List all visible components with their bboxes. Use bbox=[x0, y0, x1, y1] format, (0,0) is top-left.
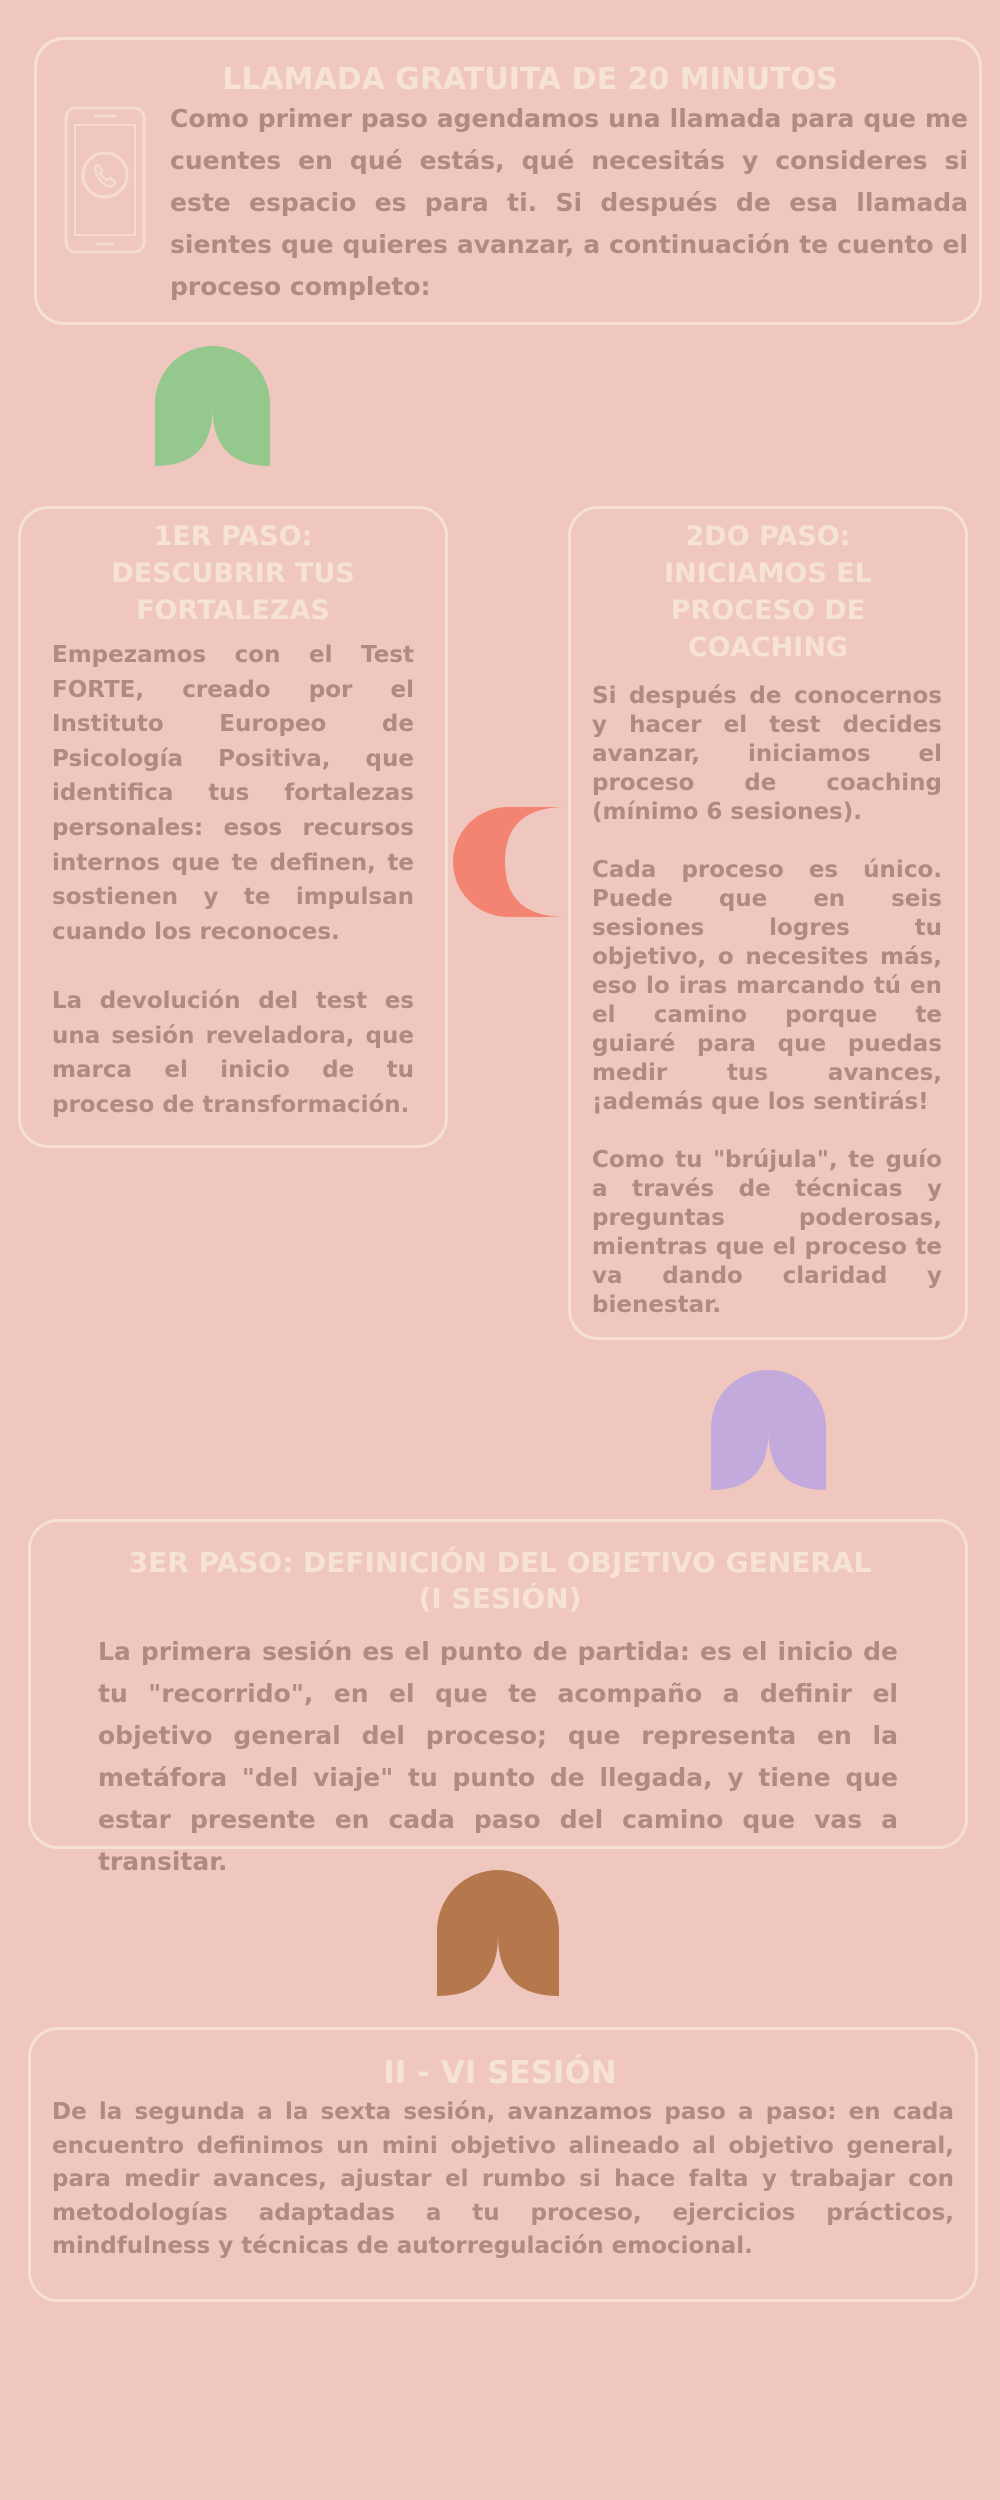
step2-text: Si después de conocernos y hacer el test decides avanzar, iniciamos el proceso de coaching (mínimo 6 sesiones). Cada proceso es único. Puede que en seis sesiones logres tu objetivo, o necesites más, eso lo iras marcando tú en el camino porque te guiaré para que puedas medir tus avances, ¡además que los sentirás! Como tu "brújula", te guío a través de técnicas y preguntas poderosas, mientras que el proceso te va dando claridad y bienestar. bbox=[592, 683, 942, 1318]
sessions-text: De la segunda a la sexta sesión, avanzamos paso a paso: en cada encuentro definimos un mini objetivo alineado al objetivo general, para medir avances, ajustar el rumbo si hace falta y trabajar con metodologías adaptadas a tu proceso, ejercicios prácticos, mindfulness y técnicas de autorregulación emocional. bbox=[52, 2099, 954, 2260]
phone-icon bbox=[63, 105, 147, 255]
step3-title: 3ER PASO: DEFINICIÓN DEL OBJETIVO GENERAL (I SESIÓN) bbox=[128, 1546, 872, 1615]
coral-shape bbox=[453, 807, 566, 917]
brown-arch-shape bbox=[437, 1870, 559, 1996]
call-text: Como primer paso agendamos una llamada para que me cuentes en qué estás, qué necesitás y consideres si este espacio es para ti. Si después de esa llamada sientes que quieres avanzar, a continuación te cuento el proceso completo: bbox=[170, 104, 968, 301]
sessions-title: II - VI SESIÓN bbox=[383, 2055, 617, 2091]
step1-text: Empezamos con el Test FORTE, creado por el Instituto Europeo de Psicología Positiva, que identifica tus fortalezas personales: esos recursos internos que te definen, te sostienen y te impulsan cuando los reconoces. La devolución del test es una sesión reveladora, que marca el inicio de tu proceso de transformación. bbox=[52, 642, 414, 1118]
green-arch-shape bbox=[155, 346, 270, 466]
lavender-arch-shape bbox=[711, 1370, 826, 1490]
step3-text: La primera sesión es el punto de partida: es el inicio de tu "recorrido", en el que te acompaño a definir el objetivo general del proceso; que representa en la metáfora "del viaje" tu punto de llegada, y tiene que estar presente en cada paso del camino que vas a transitar. bbox=[98, 1637, 898, 1876]
step1-title: 1ER PASO: DESCUBRIR TUS FORTALEZAS bbox=[111, 521, 355, 626]
call-title: LLAMADA GRATUITA DE 20 MINUTOS bbox=[222, 62, 838, 97]
step2-title: 2DO PASO: INICIAMOS EL PROCESO DE COACHING bbox=[664, 521, 872, 663]
